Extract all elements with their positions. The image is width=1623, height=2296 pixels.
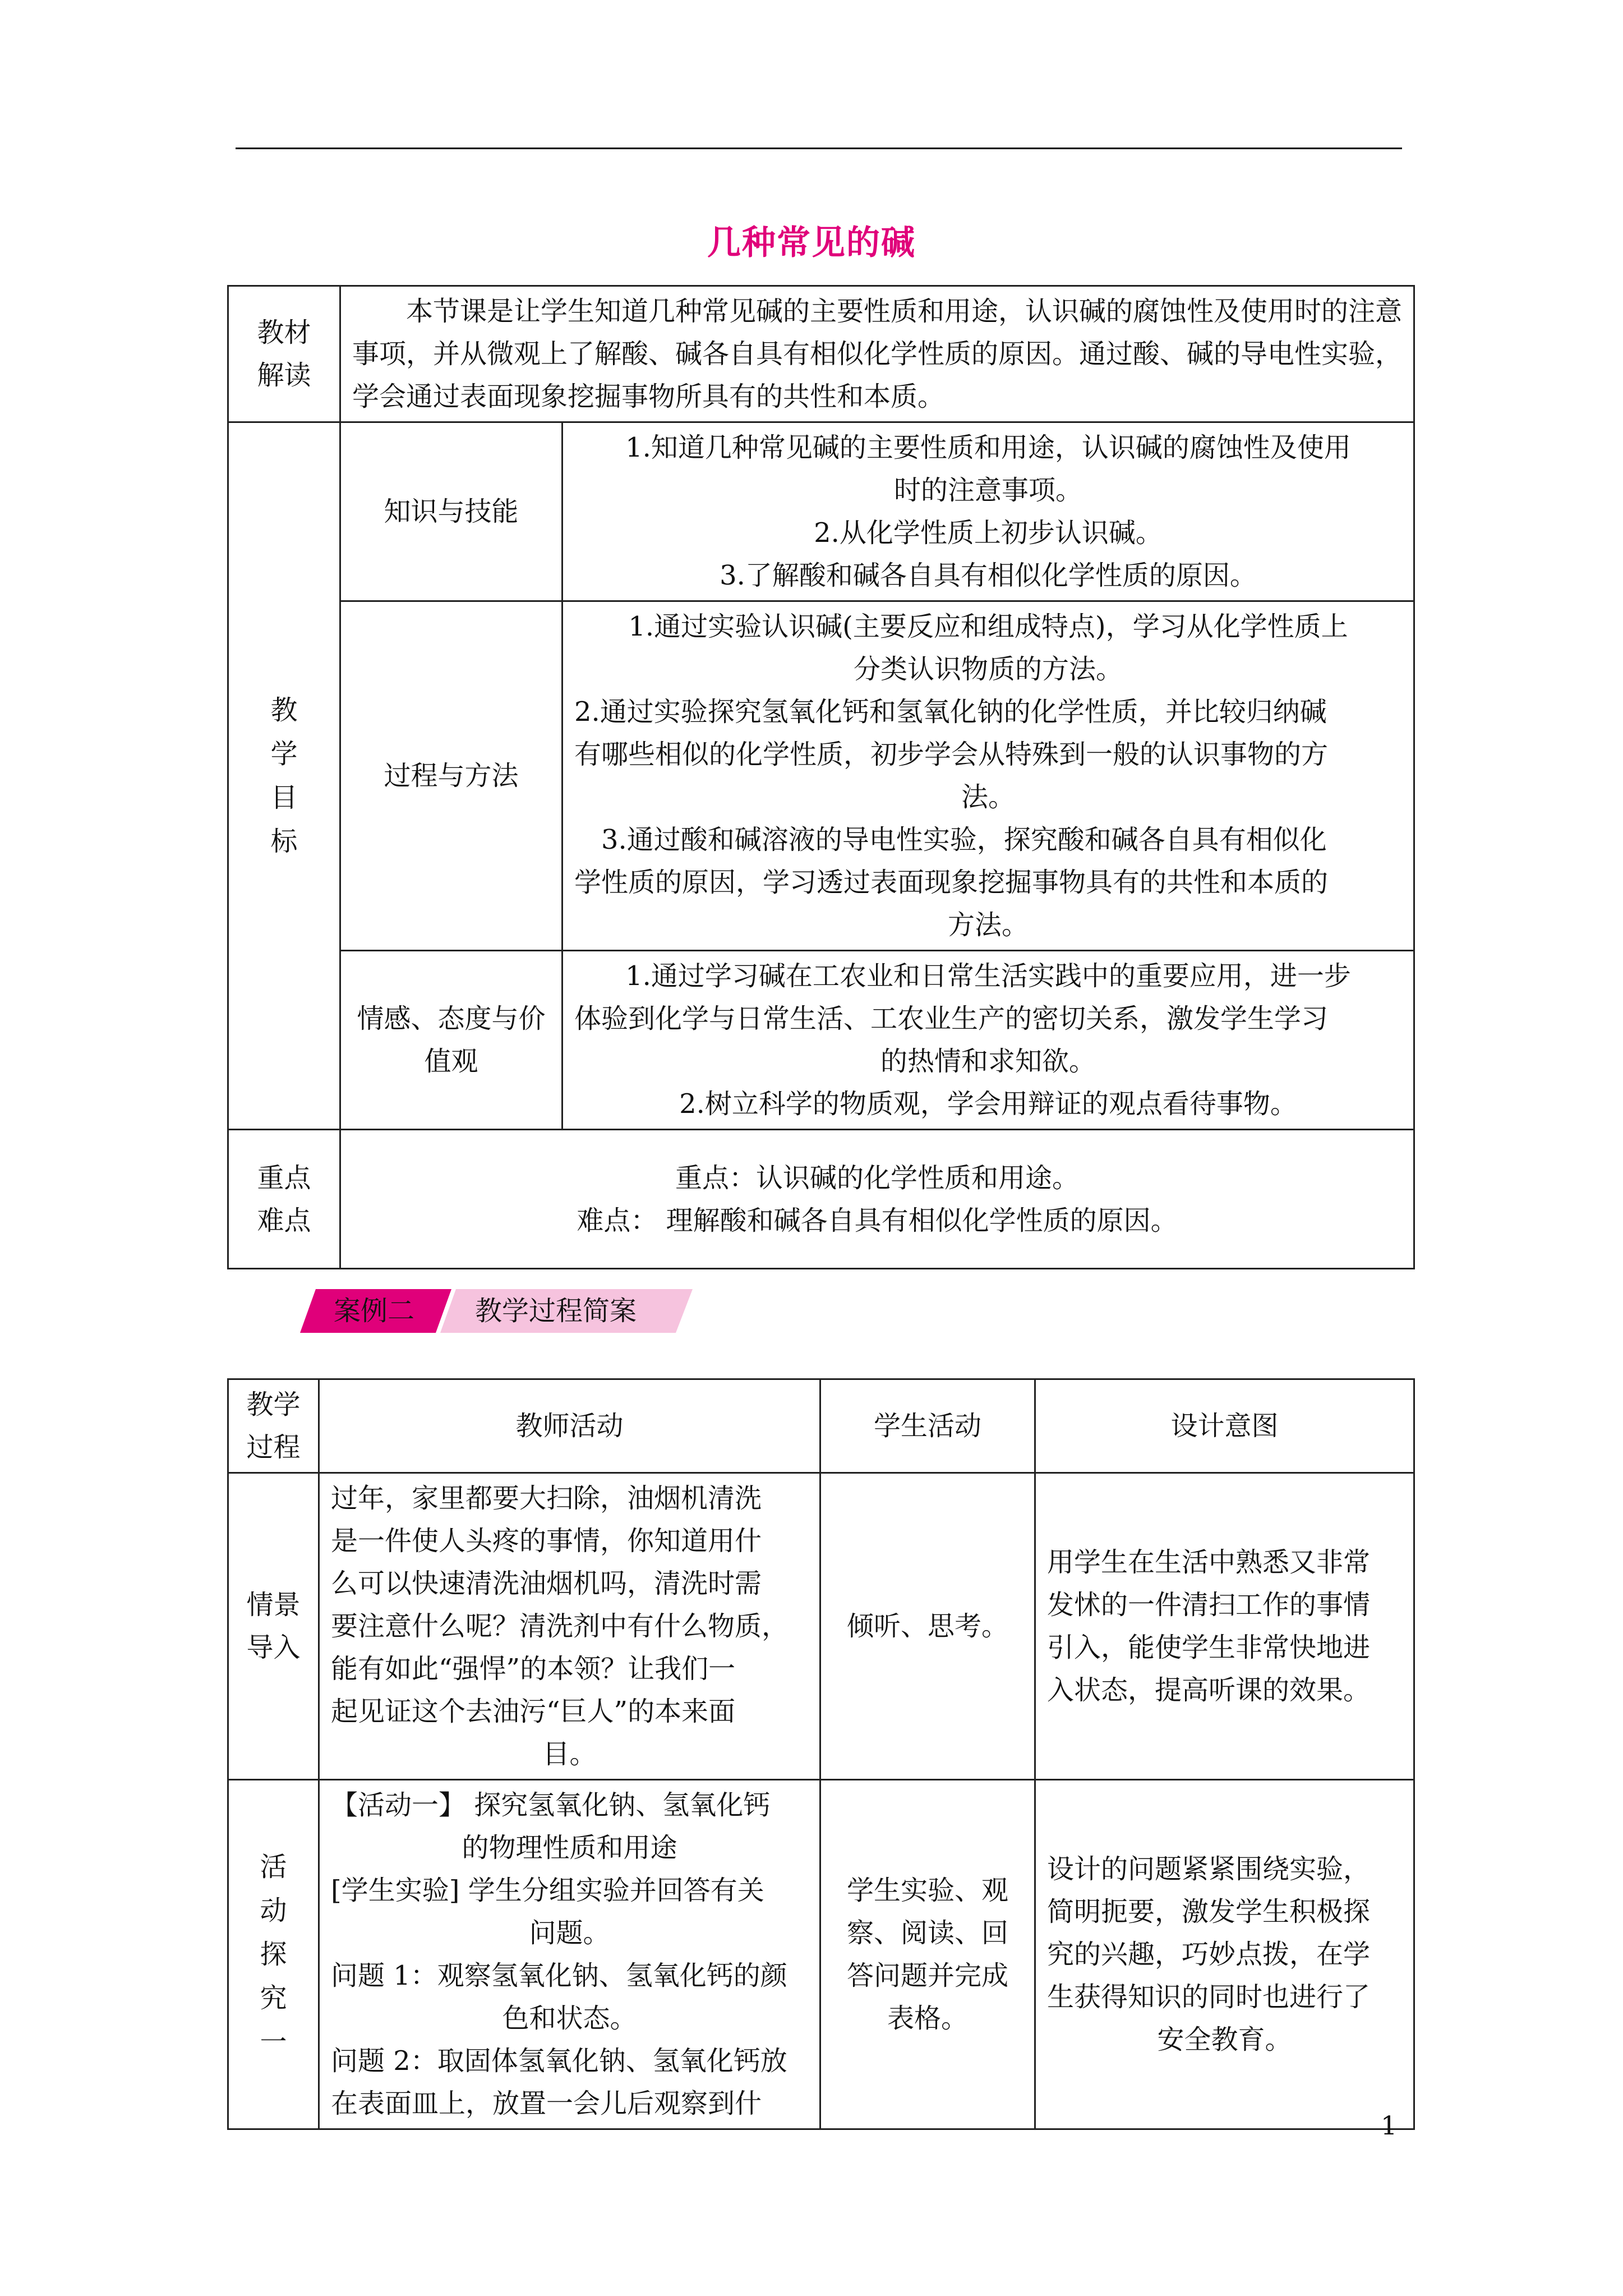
text-line: 重点：认识碱的化学性质和用途。 (675, 1162, 1080, 1194)
header-student-activity: 学生活动 (820, 1379, 1035, 1473)
text-line: 察、阅读、回 (846, 1917, 1008, 1949)
text-line: 用学生在生活中熟悉又非常 (1047, 1547, 1371, 1578)
text-line: 色和状态。 (502, 2003, 637, 2034)
table-row (228, 1130, 1414, 1269)
table-header-row (228, 1379, 1414, 1473)
row-label-activity-one (228, 1780, 319, 2129)
row-label-key-points (228, 1130, 340, 1269)
teaching-process-table (227, 1378, 1415, 2130)
label-char: 目 (270, 782, 298, 813)
table-row (228, 422, 1414, 601)
text-line: 答问题并完成 (846, 1960, 1008, 1991)
text-line: 在表面皿上，放置一会儿后观察到什 (331, 2088, 762, 2119)
textbook-reading-text: 本节课是让学生知道几种常见碱的主要性质和用途，认识碱的腐蚀性及使用时的注意事项，并从微观上了解酸、碱各自具有相似化学性质的原因。通过酸、碱的导电性实验，学会通过表面现象挖掘事物所具有的共性和本质。 (340, 286, 1414, 422)
goal-emotion-label (340, 951, 562, 1130)
text-line: 起见证这个去油污“巨人”的本来面 (331, 1696, 736, 1727)
header-teacher-activity: 教师活动 (319, 1379, 820, 1473)
label-char: 教 (270, 694, 298, 726)
goal-knowledge-text (562, 422, 1414, 601)
row-label-textbook (228, 286, 340, 422)
goal-knowledge-label: 知识与技能 (340, 422, 562, 601)
table-row (228, 1473, 1414, 1780)
text-line: 发怵的一件清扫工作的事情 (1047, 1589, 1371, 1621)
text-line: 安全教育。 (1157, 2024, 1292, 2055)
header-design-intent: 设计意图 (1035, 1379, 1414, 1473)
text-line: 难点： 理解酸和碱各自具有相似化学性质的原因。 (577, 1204, 1178, 1236)
label-char: 究 (260, 1982, 287, 2014)
label-char: 标 (270, 826, 298, 857)
label-char: 活 (260, 1851, 287, 1883)
text-line: 有哪些相似的化学性质，初步学会从特殊到一般的认识事物的方 (574, 739, 1329, 770)
text-line: 方法。 (948, 909, 1029, 941)
text-line: 分类认识物质的方法。 (854, 654, 1123, 685)
row-label-goals (228, 422, 340, 1130)
key-points-text (340, 1130, 1414, 1269)
text-line: 引入，能使学生非常快地进 (1047, 1632, 1371, 1663)
text-line: 3.通过酸和碱溶液的导电性实验，探究酸和碱各自具有相似化 (601, 824, 1327, 855)
text-line: 问题。 (529, 1917, 610, 1949)
text-line: 法。 (961, 781, 1016, 813)
text-line: 1.知道几种常见碱的主要性质和用途，认识碱的腐蚀性及使用 (625, 432, 1351, 463)
page-title: 几种常见的碱 (707, 223, 916, 263)
label-line: 重点 (257, 1162, 311, 1194)
banner-section-title: 教学过程简案 (475, 1295, 637, 1327)
text-line: 学生实验、观 (846, 1875, 1008, 1906)
text-line: 简明扼要，激发学生积极探 (1047, 1896, 1371, 1927)
page-number: 1 (1381, 2110, 1398, 2141)
text-line: 问题 1：观察氢氧化钠、氢氧化钙的颜 (331, 1960, 787, 1991)
text-line: 入状态，提高听课的效果。 (1047, 1674, 1371, 1706)
label-line: 值观 (424, 1046, 478, 1077)
text-line: 么可以快速清洗油烟机吗，清洗时需 (331, 1568, 762, 1599)
label-line: 教材 (257, 317, 311, 348)
label-char: 一 (260, 2026, 287, 2058)
text-line: 是一件使人头疼的事情，你知道用什 (331, 1525, 762, 1557)
label-char: 探 (260, 1939, 287, 1970)
banner-case-label: 案例二 (334, 1295, 415, 1327)
text-line: 生获得知识的同时也进行了 (1047, 1981, 1371, 2013)
text-line: 过年，家里都要大扫除，油烟机清洗 (331, 1483, 762, 1514)
label-line: 情景 (246, 1589, 301, 1621)
table-row (228, 286, 1414, 422)
text-line: 2.从化学性质上初步认识碱。 (814, 517, 1163, 549)
label-line: 解读 (257, 360, 311, 391)
header-line: 过程 (246, 1432, 301, 1463)
text-line: 学性质的原因，学习透过表面现象挖掘事物具有的共性和本质的 (574, 867, 1329, 898)
intro-intent-text (1035, 1473, 1414, 1780)
header-process (228, 1379, 319, 1473)
intro-student-text: 倾听、思考。 (820, 1473, 1035, 1780)
goal-process-text (562, 601, 1414, 951)
text-line: 3.了解酸和碱各自具有相似化学性质的原因。 (720, 560, 1257, 591)
text-line: 表格。 (887, 2003, 968, 2034)
intro-teacher-text (319, 1473, 820, 1780)
text-line: 目。 (542, 1738, 597, 1770)
text-line: 的物理性质和用途 (462, 1832, 677, 1864)
text-line: 能有如此“强悍”的本领？让我们一 (331, 1653, 736, 1685)
objectives-table (227, 285, 1415, 1269)
text-line: 究的兴趣，巧妙点拨，在学 (1047, 1939, 1371, 1970)
label-line: 难点 (257, 1204, 311, 1236)
activity-one-intent-text (1035, 1780, 1414, 2129)
table-row (228, 601, 1414, 951)
activity-one-student-text (820, 1780, 1035, 2129)
goal-emotion-text (562, 951, 1414, 1130)
text-line: 要注意什么呢？清洗剂中有什么物质， (331, 1611, 789, 1642)
text-line: 体验到化学与日常生活、工农业生产的密切关系，激发学生学习 (574, 1003, 1329, 1034)
text-line: 时的注意事项。 (894, 475, 1083, 506)
text-line: 问题 2：取固体氢氧化钠、氢氧化钙放 (331, 2045, 787, 2077)
table-row (228, 1780, 1414, 2129)
text-line: 1.通过实验认识碱(主要反应和组成特点)，学习从化学性质上 (628, 611, 1348, 642)
text-line: 的热情和求知欲。 (880, 1046, 1096, 1077)
text-line: 设计的问题紧紧围绕实验， (1047, 1853, 1371, 1885)
text-line: [学生实验] 学生分组实验并回答有关 (331, 1875, 764, 1906)
goal-process-label: 过程与方法 (340, 601, 562, 951)
header-line: 教学 (246, 1389, 301, 1420)
section-banner (300, 1289, 693, 1333)
table-row (228, 951, 1414, 1130)
text-line: 1.通过学习碱在工农业和日常生活实践中的重要应用，进一步 (625, 960, 1351, 992)
label-char: 学 (270, 738, 298, 770)
header-rule (236, 148, 1402, 149)
text-line: 2.通过实验探究氢氧化钙和氢氧化钠的化学性质，并比较归纳碱 (574, 696, 1327, 728)
activity-one-teacher-text (319, 1780, 820, 2129)
label-line: 导入 (246, 1632, 301, 1663)
label-line: 情感、态度与价 (357, 1003, 546, 1034)
label-char: 动 (260, 1895, 287, 1926)
text-line: 【活动一】 探究氢氧化钠、氢氧化钙 (331, 1789, 771, 1821)
row-label-intro (228, 1473, 319, 1780)
text-line: 2.树立科学的物质观，学会用辩证的观点看待事物。 (679, 1088, 1297, 1120)
